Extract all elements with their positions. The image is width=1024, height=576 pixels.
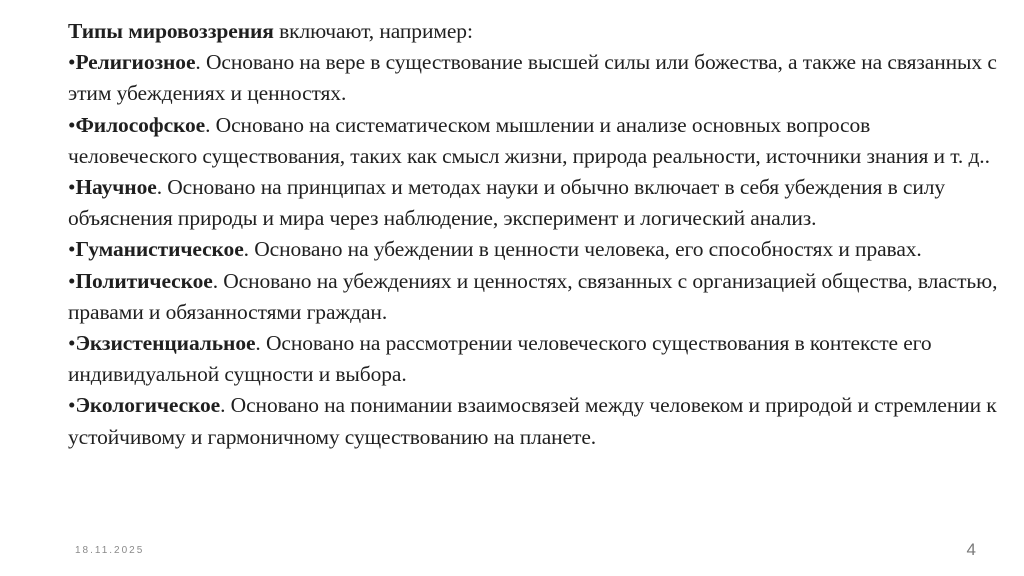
intro-heading: Типы мировоззрения <box>68 19 274 43</box>
bullet-marker: • <box>68 268 76 293</box>
list-item-philosophical <box>68 110 998 172</box>
item-text: . Основано на принципах и методах науки и обычно включает в себя убеждения в силу объяснения природы и мира через наблюдение, эксперимент и логический анализ. <box>68 175 946 231</box>
page-number: 4 <box>966 540 976 559</box>
bullet-marker: • <box>68 112 76 137</box>
list-item-humanistic <box>68 234 998 265</box>
slide-body <box>68 16 998 453</box>
list-item-political <box>68 266 998 328</box>
item-text: . Основано на убеждении в ценности человека, его способностях и правах. <box>243 237 922 262</box>
item-text: . Основано на систематическом мышлении и анализе основных вопросов человеческого существования, таких как смысл жизни, природа реальности, источники знания и т. д.. <box>68 112 990 168</box>
bullet-marker: • <box>68 331 76 356</box>
intro-text: включают, например: <box>273 19 473 43</box>
item-term: Научное <box>75 175 157 200</box>
bullet-marker: • <box>68 175 76 200</box>
intro-line <box>68 16 998 47</box>
item-text: . Основано на рассмотрении человеческого существования в контексте его индивидуальной сущности и выбора. <box>68 331 932 387</box>
item-term: Экзистенциальное <box>75 331 256 356</box>
item-term: Политическое <box>75 268 213 293</box>
footer-date: 18.11.2025 <box>75 545 145 556</box>
item-term: Экологическое <box>75 393 221 418</box>
bullet-marker: • <box>68 50 76 75</box>
item-text: . Основано на понимании взаимосвязей между человеком и природой и стремлении к устойчивому и гармоничному существованию на планете. <box>68 393 997 449</box>
bullet-marker: • <box>68 393 76 418</box>
bullet-marker: • <box>68 237 76 262</box>
item-term: Религиозное <box>75 50 196 75</box>
list-item-existential <box>68 328 998 390</box>
item-term: Философское <box>75 112 206 137</box>
list-item-religious <box>68 47 998 109</box>
item-text: . Основано на убеждениях и ценностях, связанных с организацией общества, властью, правами и обязанностями граждан. <box>68 268 998 324</box>
item-term: Гуманистическое <box>75 237 244 262</box>
list-item-scientific <box>68 172 998 234</box>
list-item-ecological <box>68 390 998 452</box>
item-text: . Основано на вере в существование высшей силы или божества, а также на связанных с этим убеждениях и ценностях. <box>68 50 997 106</box>
